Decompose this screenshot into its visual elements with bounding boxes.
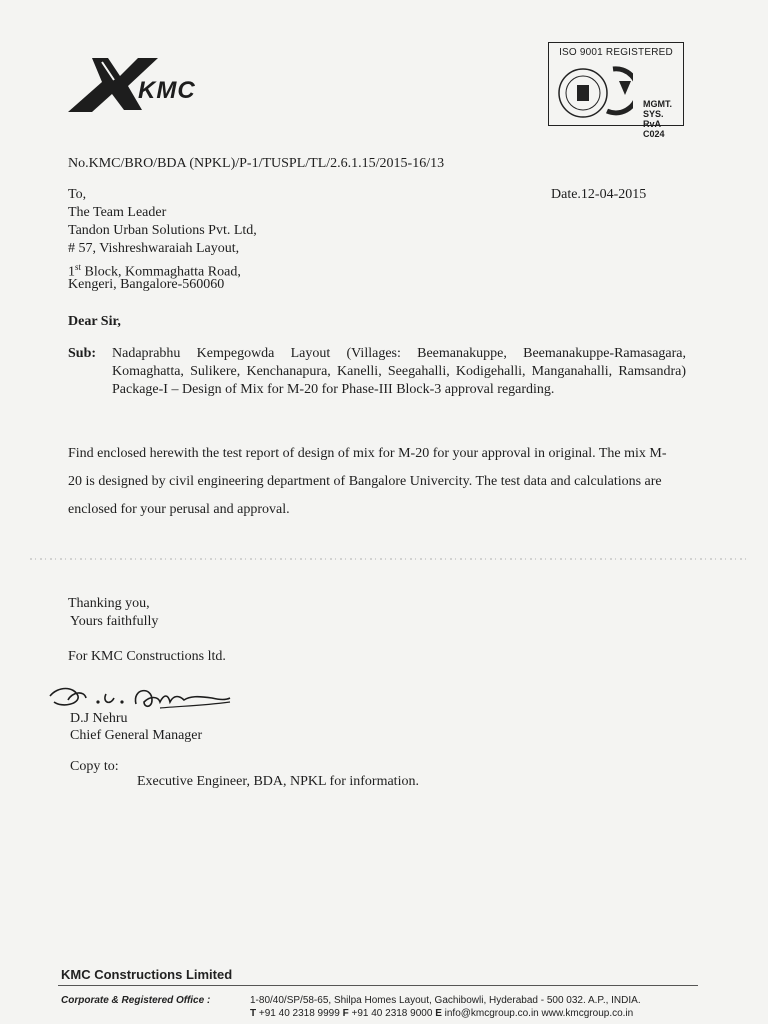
footer-company-name: KMC Constructions Limited bbox=[61, 967, 233, 982]
footer-office-label: Corporate & Registered Office : bbox=[61, 995, 211, 1006]
footer-contact bbox=[250, 1008, 633, 1019]
reference-number: No.KMC/BRO/BDA (NPKL)/P-1/TUSPL/TL/2.6.1.15/2015-16/13 bbox=[68, 156, 445, 171]
thanks-line: Thanking you, bbox=[68, 596, 150, 611]
svg-text:KMC: KMC bbox=[138, 77, 196, 104]
email-label: E bbox=[435, 1008, 442, 1019]
closing-line: Yours faithfully bbox=[70, 614, 159, 629]
signatory-title: Chief General Manager bbox=[70, 728, 203, 743]
tel-number: +91 40 2318 9999 bbox=[258, 1008, 340, 1019]
footer-divider bbox=[58, 985, 698, 986]
iso-certification-box bbox=[548, 42, 684, 139]
kmc-logo bbox=[62, 52, 212, 116]
iso-mgmt-line1: MGMT. SYS. bbox=[643, 99, 672, 119]
recipient-company: Tandon Urban Solutions Pvt. Ltd, bbox=[68, 223, 257, 238]
fax-label: F bbox=[342, 1008, 349, 1019]
email-address: info@kmcgroup.co.in bbox=[444, 1008, 539, 1019]
iso-mgmt-line2: RvA C024 bbox=[643, 119, 665, 139]
recipient-address-line3: Kengeri, Bangalore-560060 bbox=[68, 277, 225, 292]
subject-label: Sub: bbox=[68, 346, 97, 361]
for-company-line: For KMC Constructions ltd. bbox=[68, 649, 226, 664]
recipient-title: The Team Leader bbox=[68, 205, 167, 220]
to-label: To, bbox=[68, 187, 87, 202]
iso-seal-icon bbox=[553, 61, 633, 123]
salutation: Dear Sir, bbox=[68, 314, 121, 329]
recipient-address bbox=[68, 186, 257, 294]
copy-to-text: Executive Engineer, BDA, NPKL for information. bbox=[137, 774, 419, 789]
iso-title: ISO 9001 REGISTERED bbox=[559, 47, 673, 58]
iso-mgmt-label bbox=[643, 99, 683, 139]
website: www.kmcgroup.co.in bbox=[541, 1008, 634, 1019]
letter-date: Date.12-04-2015 bbox=[551, 187, 647, 202]
recipient-address-line2: 1st Block, Kommaghatta Road, bbox=[68, 262, 241, 280]
scan-artifact bbox=[30, 556, 750, 562]
tel-label: T bbox=[250, 1008, 257, 1019]
fax-number: +91 40 2318 9000 bbox=[351, 1008, 433, 1019]
body-paragraph: Find enclosed herewith the test report of design of mix for M-20 for your approval in original. The mix M-20 is designed by civil engineering department of Bangalore Univercity. The test data and calculations are enclosed for your perusal and approval. bbox=[68, 446, 667, 517]
signatory-name: D.J Nehru bbox=[70, 711, 128, 726]
recipient-address-line1: # 57, Vishreshwaraiah Layout, bbox=[68, 241, 240, 256]
copy-to-label: Copy to: bbox=[70, 759, 119, 774]
footer-address: 1-80/40/SP/58-65, Shilpa Homes Layout, Gachibowli, Hyderabad - 500 032. A.P., INDIA. bbox=[250, 995, 641, 1006]
subject-text: Nadaprabhu Kempegowda Layout (Villages: Beemanakuppe, Beemanakuppe-Ramasagara, Komaghatta, Sulikere, Kenchanapura, Kanelli, Seegahalli, Kodigehalli, Manganahalli, Ramsandra) Package-I – Design of Mix for M-20 for Phase-III Block-3 approval regarding. bbox=[112, 346, 686, 397]
